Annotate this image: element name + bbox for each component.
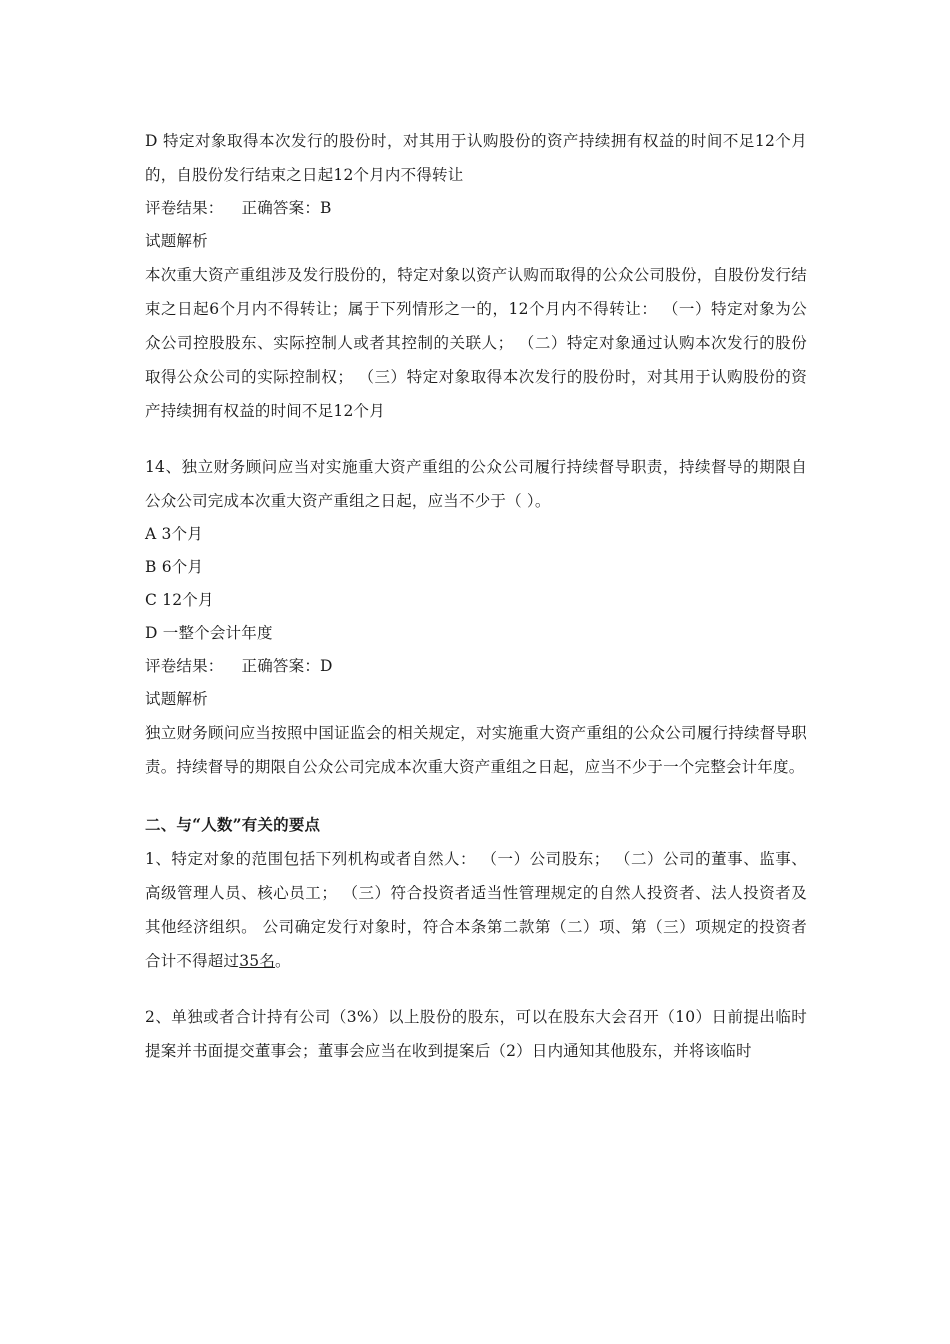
section-item-2: 2、单独或者合计持有公司（3%）以上股份的股东，可以在股东大会召开（10）日前提出临时提案并书面提交董事会；董事会应当在收到提案后（2）日内通知其他股东，并将该临时 bbox=[145, 1008, 807, 1060]
item1-end: 。 bbox=[275, 952, 291, 970]
q14-result bbox=[145, 650, 807, 683]
correct-answer: 正确答案：B bbox=[241, 199, 332, 217]
q14-question: 14、独立财务顾问应当对实施重大资产重组的公众公司履行持续督导职责，持续督导的期限自公众公司完成本次重大资产重组之日起，应当不少于（ ）。 bbox=[145, 458, 807, 510]
item1-highlight: 35名 bbox=[239, 952, 276, 970]
q13-analysis-title: 试题解析 bbox=[145, 232, 208, 250]
result-label: 评卷结果： bbox=[145, 199, 224, 217]
q14-option-c: C 12个月 bbox=[145, 591, 214, 609]
q13-analysis-text: 本次重大资产重组涉及发行股份的，特定对象以资产认购而取得的公众公司股份，自股份发行结束之日起6个月内不得转让；属于下列情形之一的，12个月内不得转让： （一）特定对象为公众公司控股股东、实际控制人或者其控制的关联人； （二）特定对象通过认购本次发行的股份取得公众公司的实际控制权； （三）特定对象取得本次发行的股份时，对其用于认购股份的资产持续拥有权益的时间不足12个月 bbox=[145, 266, 807, 420]
q14-option-d: D 一整个会计年度 bbox=[145, 624, 273, 642]
document-page bbox=[145, 124, 807, 1068]
q13-option-d: D 特定对象取得本次发行的股份时，对其用于认购股份的资产持续拥有权益的时间不足12个月的，自股份发行结束之日起12个月内不得转让 bbox=[145, 132, 807, 184]
q14-option-b: B 6个月 bbox=[145, 558, 204, 576]
q13-result bbox=[145, 192, 807, 225]
item1-text: 1、特定对象的范围包括下列机构或者自然人： （一）公司股东； （二）公司的董事、监事、高级管理人员、核心员工； （三）符合投资者适当性管理规定的自然人投资者、法人投资者及其他经济组织。 公司确定发行对象时，符合本条第二款第（二）项、第（三）项规定的投资者合计不得超过 bbox=[145, 850, 807, 970]
q14-analysis-title: 试题解析 bbox=[145, 690, 208, 708]
section-item-1 bbox=[145, 842, 807, 978]
q14-analysis-text: 独立财务顾问应当按照中国证监会的相关规定，对实施重大资产重组的公众公司履行持续督导职责。持续督导的期限自公众公司完成本次重大资产重组之日起，应当不少于一个完整会计年度。 bbox=[145, 724, 807, 776]
correct-answer: 正确答案：D bbox=[241, 657, 333, 675]
section-heading: 二、与“人数”有关的要点 bbox=[145, 815, 321, 834]
result-label: 评卷结果： bbox=[145, 657, 224, 675]
q14-option-a: A 3个月 bbox=[145, 525, 203, 543]
